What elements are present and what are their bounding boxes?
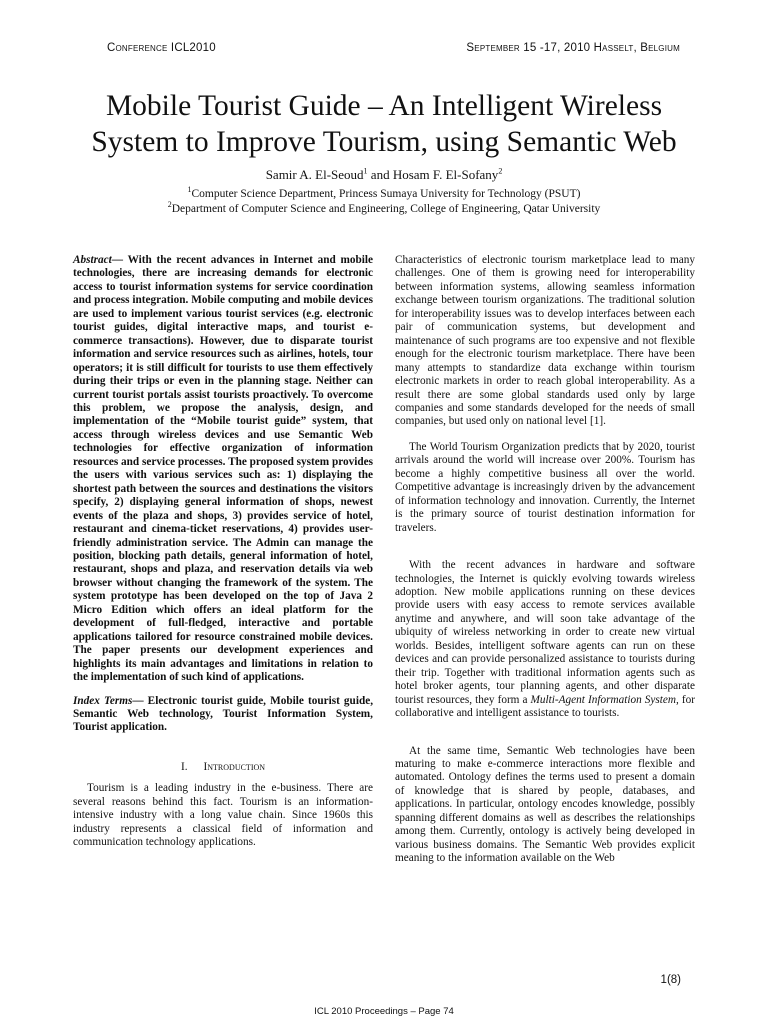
left-column	[73, 254, 373, 850]
right-paragraph-3-emphasis: Multi-Agent Information System,	[530, 693, 679, 706]
index-terms	[73, 695, 373, 735]
page-number: 1(8)	[660, 974, 681, 986]
author-2: Hosam F. El-Sofany	[392, 167, 499, 182]
author-separator: and	[367, 167, 393, 182]
section-heading-introduction	[73, 761, 373, 774]
affiliation-2-mark: 2	[167, 200, 172, 210]
running-header-date-location: September 15 -17, 2010 Hasselt, Belgium	[466, 42, 680, 54]
right-paragraph-3	[395, 559, 695, 720]
index-terms-label: Index Terms	[73, 694, 133, 707]
affiliation-1	[40, 185, 728, 200]
index-terms-text: — Electronic tourist guide, Mobile tourist guide, Semantic Web technology, Tourist Information System, Tourist application.	[73, 694, 374, 734]
section-number: I.	[180, 760, 188, 773]
abstract-text: — With the recent advances in Internet and mobile technologies, there are increasing demands for electronic access to tourist information systems for service coordination and process integration. Mobile computing and mobile devices are used to implement various tourist services (e.g. electronic tourist guides, digital interactive maps, and tourist e-commerce transactions). However, due to disparate tourist information and service resources such as airlines, hotels, tour operators; it is still difficult for tourists to use them effectively during their trips or even in the planning stage. Neither can current tourist portals assist tourists proactively. To overcome this problem, we propose the analysis, design, and implementation of the “Mobile tourist guide” system, that access through wireless devices and use Semantic Web technologies for effective organization of information resources and service processes. The proposed system provides the users with various services such as: 1) displaying the shortest path between the sources and destinations the visitors specify, 2) displaying general information of shops, newest events of the plaza and shops, 3) provides service of hotel, restaurant and cinema-ticket reservations, 4) provides user-friendly administration service. The Admin can manage the position, blocking path details, general information of hotel, restaurant, shops and plaza, and reservation details via web browser without changing the framework of the system. The system prototype has been developed on the top of Java 2 Micro Edition which offers an ideal platform for the development of full-fledged, interactive and portable applications tailored for resource constrained mobile devices. The paper presents our development experiences and highlights its main advantages and limitations in relation to the implementation of such kind of applications.	[73, 254, 373, 684]
section-title: Introduction	[203, 760, 266, 773]
right-paragraph-3-part-a: With the recent advances in hardware and software technologies, the Internet is quickly evolving towards wireless adoption. New mobile applications running on these devices provide users with easy access to remote services available anytime and anywhere, and will soon take advantage of the ubiquity of wireless networking in order to create new virtual worlds. Besides, intelligent software agents can run on these devices and can provide personalized assistance to tourists during their trip. Together with traditional information agents such as hotel broker agents, tour planning agents, and other disparate tourist resources, they form a	[395, 559, 695, 706]
paper-title-line-2: System to Improve Tourism, using Semantic Web	[91, 126, 677, 158]
author-1-affil-mark: 1	[363, 166, 368, 176]
right-paragraph-2: The World Tourism Organization predicts that by 2020, tourist arrivals around the world will increase over 200%. Tourism has become a highly competitive business all over the world. Competitive advantage is increasingly driven by the advancement of information technology and innovation. Currently, the Internet is the primary source of tourist destination information for travelers.	[395, 440, 695, 534]
author-1: Samir A. El-Seoud	[265, 167, 364, 182]
affiliation-1-text: Computer Science Department, Princess Sumaya University for Technology (PSUT)	[191, 188, 581, 200]
footer-proceedings: ICL 2010 Proceedings – Page 74	[314, 1006, 454, 1017]
affiliation-1-mark: 1	[187, 185, 192, 195]
abstract-label: Abstract	[73, 254, 112, 266]
author-2-affil-mark: 2	[498, 166, 503, 176]
right-column	[395, 254, 695, 866]
right-paragraph-3-part-b: for collaborative and intelligent assistance to tourists.	[395, 693, 695, 720]
affiliation-2	[40, 200, 728, 215]
affiliation-2-text: Department of Computer Science and Engineering, College of Engineering, Qatar University	[171, 203, 601, 215]
paper-title-line-1: Mobile Tourist Guide – An Intelligent Wireless	[105, 90, 663, 122]
right-paragraph-1: Characteristics of electronic tourism marketplace lead to many challenges. One of them is growing need for interoperability between information systems, allowing seamless information exchange between tourism organizations. The traditional solution for interoperability issues was to develop interfaces between each pair of communication systems, but development and maintenance of such programs are too expensive and not flexible enough for the electronic tourism marketplace. There have been many attempts to standardize data exchange within tourism electronic markets in order to reach global interoperability. As a result there are some global standards used only by large companies and some standards developed for the needs of small companies, but used only on national level [1].	[395, 254, 695, 428]
intro-paragraph-1: Tourism is a leading industry in the e-business. There are several reasons behind this fact. Tourism is an information-intensive industry with a long value chain. Since 1960s this industry represents a classical field of information and communication technology applications.	[73, 782, 373, 849]
running-header-conference: Conference ICL2010	[107, 42, 216, 54]
paper-title	[40, 88, 728, 160]
right-paragraph-4: At the same time, Semantic Web technologies have been maturing to make e-commerce interactions more flexible and automated. Ontology defines the terms used to present a domain of knowledge that is shared by people, databases, and applications. In particular, ontology encodes knowledge, possibly spanning different domains as well as describes the relationships among them. Currently, ontology is actively being developed in various business domains. The Semantic Web provides explicit meaning to the information available on the Web	[395, 744, 695, 865]
abstract	[73, 254, 373, 685]
author-list	[40, 167, 728, 183]
